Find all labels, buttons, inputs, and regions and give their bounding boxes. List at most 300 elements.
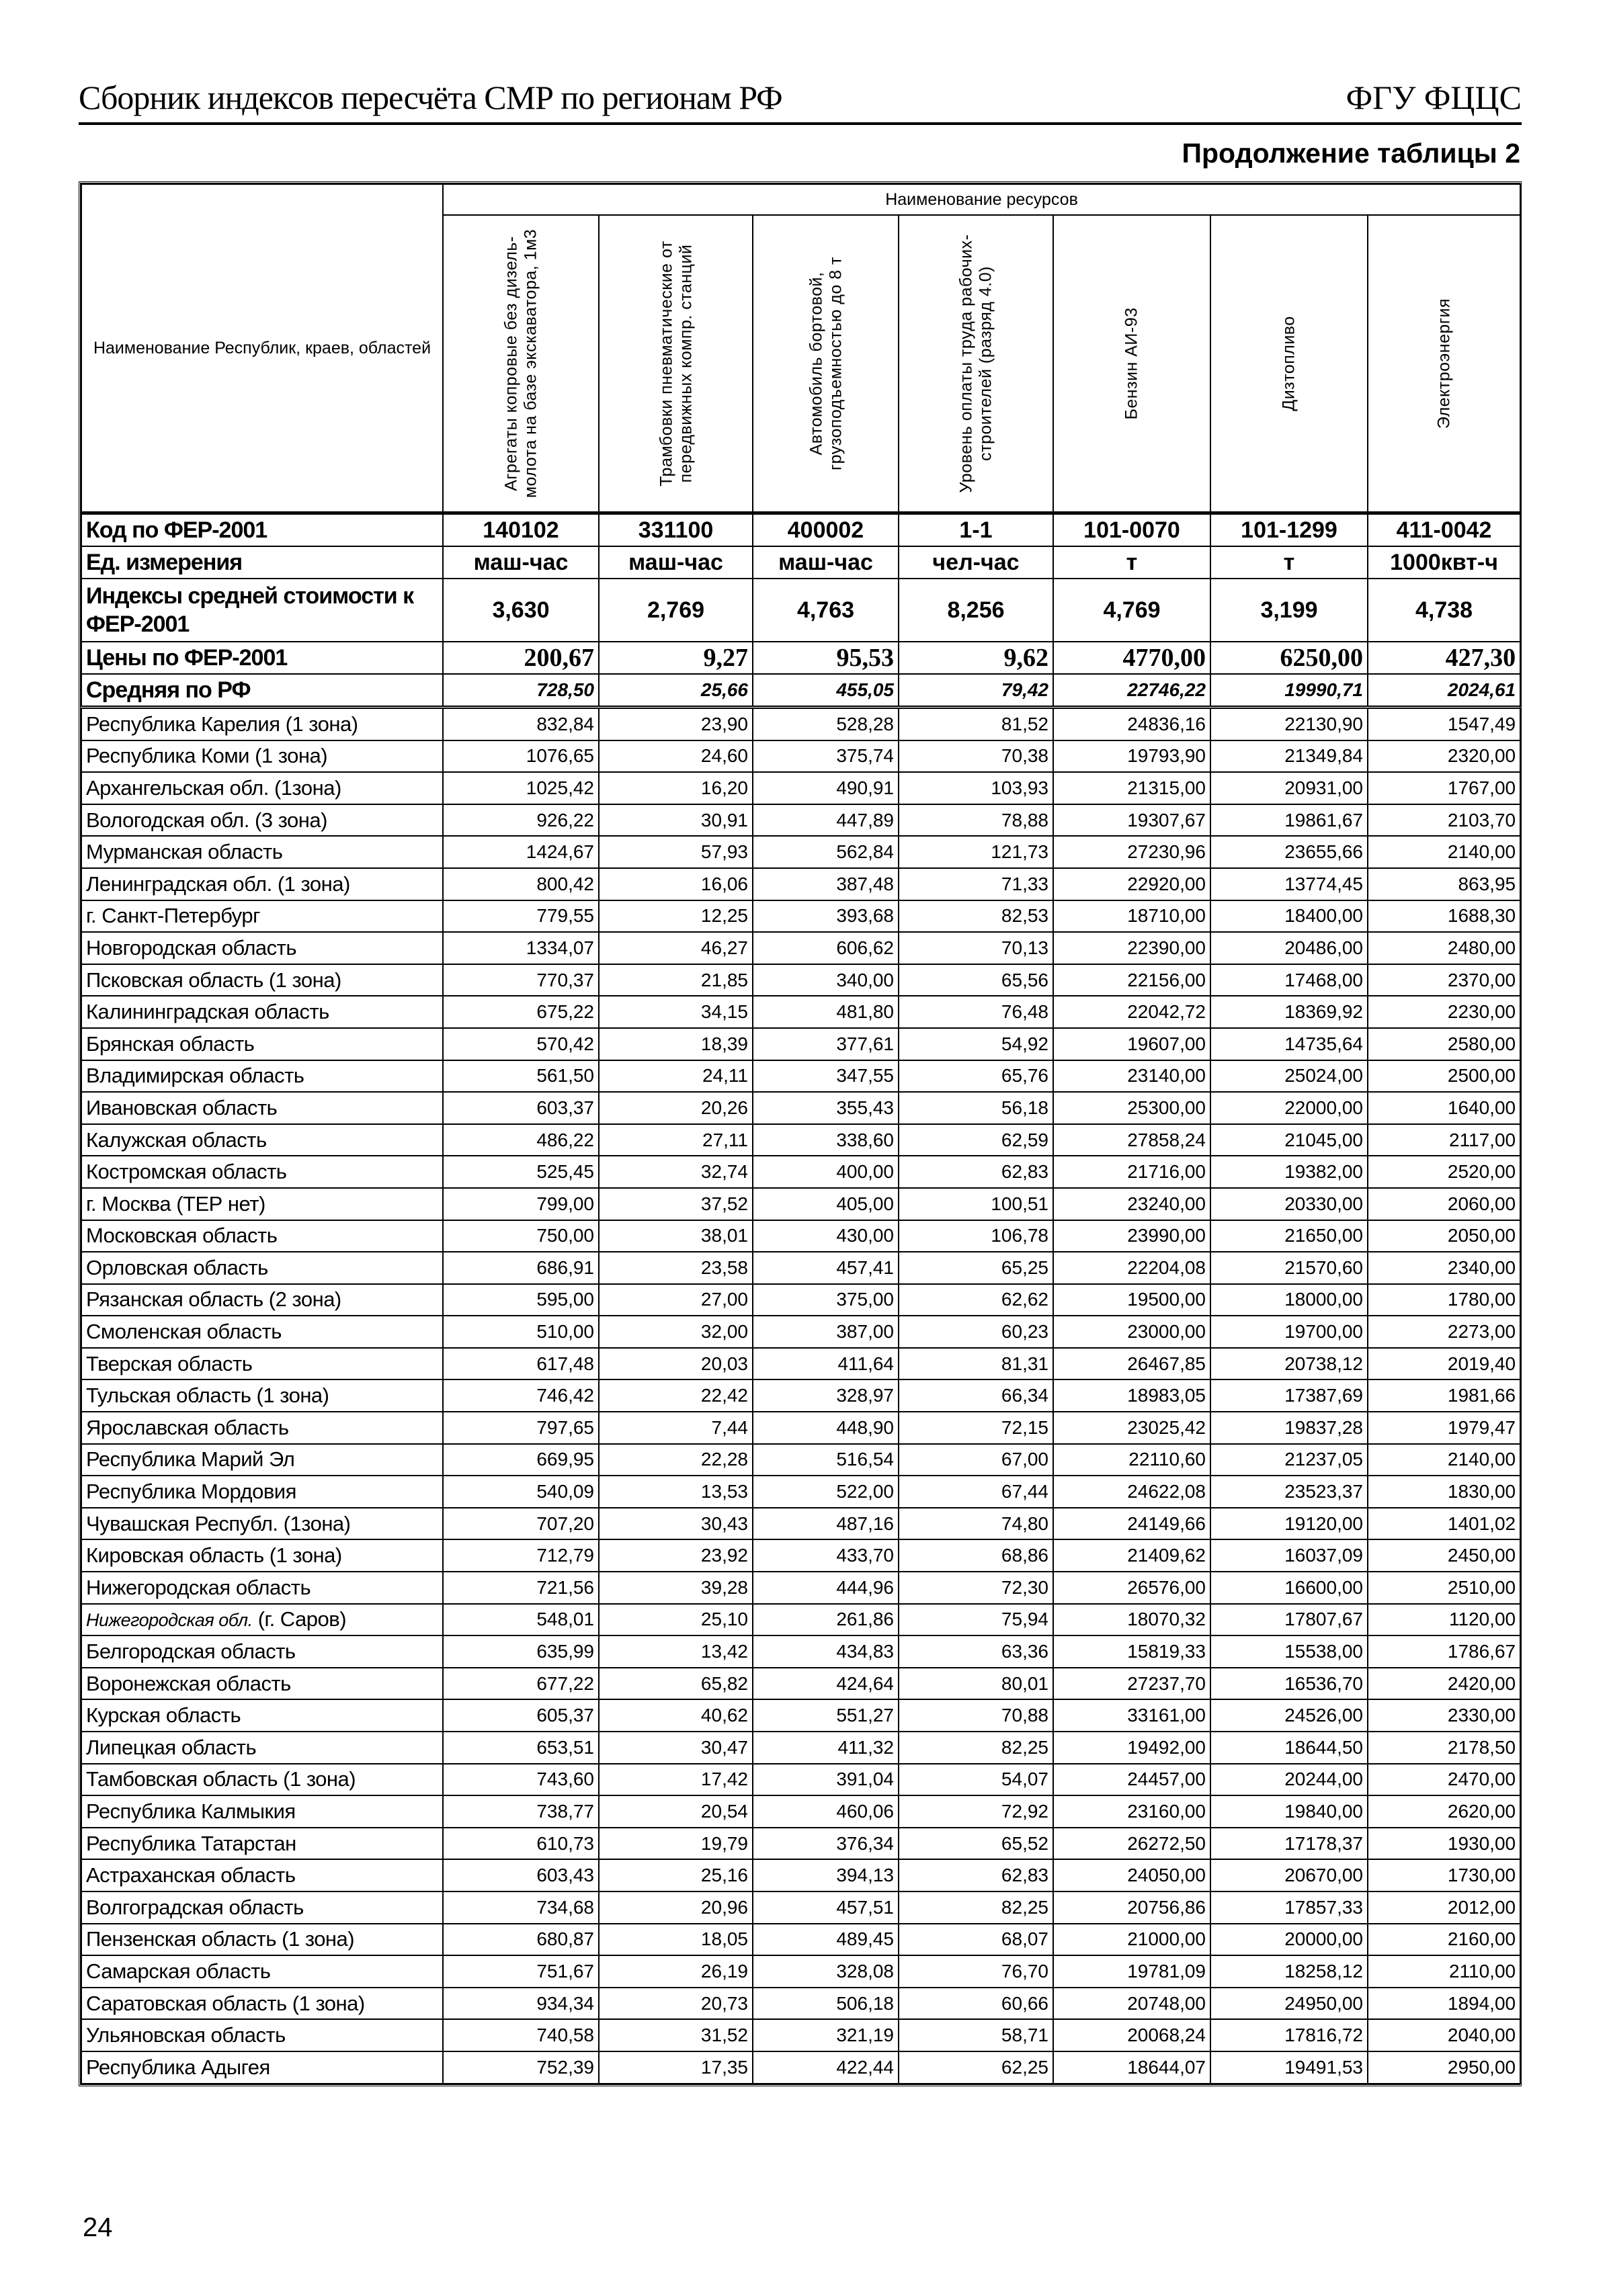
value-cell: 375,00	[753, 1284, 899, 1316]
value-cell: 23,90	[599, 708, 753, 740]
value-cell: 610,73	[443, 1828, 599, 1860]
value-cell: 62,62	[899, 1284, 1053, 1316]
table-row	[81, 1635, 1520, 1668]
value-cell: 26,19	[599, 1955, 753, 1988]
value-cell: 19492,00	[1053, 1732, 1210, 1764]
value-cell: 2019,40	[1368, 1348, 1520, 1380]
value-cell: 23240,00	[1053, 1188, 1210, 1220]
fer-code-row-cell: 101-0070	[1053, 513, 1210, 547]
value-cell: 7,44	[599, 1412, 753, 1444]
value-cell: 24622,08	[1053, 1476, 1210, 1508]
region-name: Саратовская область (1 зона)	[81, 1988, 443, 2020]
value-cell: 22390,00	[1053, 932, 1210, 964]
value-cell: 2012,00	[1368, 1891, 1520, 1924]
value-cell: 721,56	[443, 1572, 599, 1604]
value-cell: 26272,50	[1053, 1828, 1210, 1860]
value-cell: 70,38	[899, 740, 1053, 773]
value-cell: 60,66	[899, 1988, 1053, 2020]
fer-price-row-cell: 200,67	[443, 642, 599, 674]
value-cell: 387,48	[753, 868, 899, 900]
table-row	[81, 1348, 1520, 1380]
value-cell: 22920,00	[1053, 868, 1210, 900]
value-cell: 2500,00	[1368, 1060, 1520, 1093]
value-cell: 22130,90	[1210, 708, 1368, 740]
region-name: Орловская область	[81, 1252, 443, 1284]
value-cell: 2420,00	[1368, 1668, 1520, 1700]
value-cell: 27237,70	[1053, 1668, 1210, 1700]
resource-column-label: Трамбовки пневматические от передвижных компр. станций	[656, 241, 695, 486]
value-cell: 26467,85	[1053, 1348, 1210, 1380]
value-cell: 1786,67	[1368, 1635, 1520, 1668]
value-cell: 738,77	[443, 1795, 599, 1828]
value-cell: 376,34	[753, 1828, 899, 1860]
value-cell: 1120,00	[1368, 1604, 1520, 1636]
value-cell: 21045,00	[1210, 1124, 1368, 1156]
value-cell: 46,27	[599, 932, 753, 964]
value-cell: 62,59	[899, 1124, 1053, 1156]
unit-row-cell: чел-час	[899, 546, 1053, 579]
fer-code-row-cell: 331100	[599, 513, 753, 547]
value-cell: 799,00	[443, 1188, 599, 1220]
value-cell: 65,56	[899, 964, 1053, 996]
region-name: Самарская область	[81, 1955, 443, 1988]
resources-group-header: Наименование ресурсов	[443, 184, 1520, 215]
value-cell: 1401,02	[1368, 1508, 1520, 1540]
value-cell: 20748,00	[1053, 1988, 1210, 2020]
value-cell: 27,11	[599, 1124, 753, 1156]
table-row	[81, 1924, 1520, 1956]
unit-row	[81, 546, 1520, 579]
table-row	[81, 1316, 1520, 1348]
value-cell: 2370,00	[1368, 964, 1520, 996]
value-cell: 751,67	[443, 1955, 599, 1988]
region-name-italic: Нижегородская обл.	[86, 1610, 253, 1631]
table-row	[81, 2051, 1520, 2084]
value-cell: 19700,00	[1210, 1316, 1368, 1348]
russia-average-row-label: Средняя по РФ	[81, 674, 443, 708]
region-name: Рязанская область (2 зона)	[81, 1284, 443, 1316]
fer-code-row	[81, 513, 1520, 547]
region-name: Белгородская область	[81, 1635, 443, 1668]
value-cell: 78,88	[899, 804, 1053, 837]
value-cell: 67,00	[899, 1444, 1053, 1476]
value-cell: 675,22	[443, 996, 599, 1028]
value-cell: 525,45	[443, 1156, 599, 1188]
table-row	[81, 1284, 1520, 1316]
russia-average-row-cell: 22746,22	[1053, 674, 1210, 708]
value-cell: 66,34	[899, 1379, 1053, 1412]
table-row	[81, 1188, 1520, 1220]
value-cell: 391,04	[753, 1764, 899, 1796]
value-cell: 506,18	[753, 1988, 899, 2020]
value-cell: 30,43	[599, 1508, 753, 1540]
value-cell: 24836,16	[1053, 708, 1210, 740]
value-cell: 321,19	[753, 2019, 899, 2051]
table-row	[81, 1028, 1520, 1060]
value-cell: 2580,00	[1368, 1028, 1520, 1060]
value-cell: 707,20	[443, 1508, 599, 1540]
resource-column-label: Автомобиль бортовой, грузоподъемностью до 8 т	[806, 256, 845, 471]
value-cell: 17857,33	[1210, 1891, 1368, 1924]
value-cell: 22204,08	[1053, 1252, 1210, 1284]
value-cell: 1688,30	[1368, 900, 1520, 933]
value-cell: 31,52	[599, 2019, 753, 2051]
resource-price-table	[79, 181, 1522, 2086]
table-row	[81, 1412, 1520, 1444]
russia-average-row-cell: 25,66	[599, 674, 753, 708]
unit-row-cell: маш-час	[599, 546, 753, 579]
value-cell: 33161,00	[1053, 1699, 1210, 1732]
value-cell: 103,93	[899, 772, 1053, 804]
region-name: Брянская область	[81, 1028, 443, 1060]
table-row	[81, 1379, 1520, 1412]
value-cell: 71,33	[899, 868, 1053, 900]
value-cell: 27858,24	[1053, 1124, 1210, 1156]
value-cell: 100,51	[899, 1188, 1053, 1220]
value-cell: 2103,70	[1368, 804, 1520, 837]
region-name: Калужская область	[81, 1124, 443, 1156]
region-name: Московская область	[81, 1220, 443, 1252]
value-cell: 433,70	[753, 1539, 899, 1572]
value-cell: 1767,00	[1368, 772, 1520, 804]
value-cell: 2480,00	[1368, 932, 1520, 964]
value-cell: 375,74	[753, 740, 899, 773]
table-row	[81, 868, 1520, 900]
value-cell: 18,39	[599, 1028, 753, 1060]
value-cell: 20,03	[599, 1348, 753, 1380]
resource-column-header	[1210, 215, 1368, 513]
value-cell: 15819,33	[1053, 1635, 1210, 1668]
value-cell: 347,55	[753, 1060, 899, 1093]
value-cell: 62,83	[899, 1156, 1053, 1188]
value-cell: 39,28	[599, 1572, 753, 1604]
value-cell: 18400,00	[1210, 900, 1368, 933]
value-cell: 1979,47	[1368, 1412, 1520, 1444]
value-cell: 23990,00	[1053, 1220, 1210, 1252]
value-cell: 328,08	[753, 1955, 899, 1988]
fer-code-row-label: Код по ФЕР-2001	[81, 513, 443, 547]
table-row	[81, 1252, 1520, 1284]
region-name: Республика Коми (1 зона)	[81, 740, 443, 773]
value-cell: 2140,00	[1368, 1444, 1520, 1476]
value-cell: 750,00	[443, 1220, 599, 1252]
value-cell: 548,01	[443, 1604, 599, 1636]
value-cell: 800,42	[443, 868, 599, 900]
russia-average-row-cell: 19990,71	[1210, 674, 1368, 708]
value-cell: 2470,00	[1368, 1764, 1520, 1796]
value-cell: 18644,50	[1210, 1732, 1368, 1764]
region-column-header: Наименование Республик, краев, областей	[81, 184, 443, 513]
value-cell: 72,15	[899, 1412, 1053, 1444]
value-cell: 82,25	[899, 1891, 1053, 1924]
value-cell: 743,60	[443, 1764, 599, 1796]
unit-row-cell: маш-час	[443, 546, 599, 579]
value-cell: 23,58	[599, 1252, 753, 1284]
value-cell: 686,91	[443, 1252, 599, 1284]
table-row	[81, 1699, 1520, 1732]
value-cell: 2273,00	[1368, 1316, 1520, 1348]
value-cell: 19793,90	[1053, 740, 1210, 773]
resource-column-label: Бензин АИ-93	[1122, 307, 1141, 420]
value-cell: 863,95	[1368, 868, 1520, 900]
value-cell: 82,25	[899, 1732, 1053, 1764]
region-name: Новгородская область	[81, 932, 443, 964]
value-cell: 24526,00	[1210, 1699, 1368, 1732]
value-cell: 40,62	[599, 1699, 753, 1732]
value-cell: 338,60	[753, 1124, 899, 1156]
value-cell: 17816,72	[1210, 2019, 1368, 2051]
value-cell: 20330,00	[1210, 1188, 1368, 1220]
value-cell: 24950,00	[1210, 1988, 1368, 2020]
resource-column-header	[753, 215, 899, 513]
fer-price-row-cell: 6250,00	[1210, 642, 1368, 674]
region-name: Республика Татарстан	[81, 1828, 443, 1860]
value-cell: 551,27	[753, 1699, 899, 1732]
region-name: Республика Адыгея	[81, 2051, 443, 2084]
region-name: Волгоградская область	[81, 1891, 443, 1924]
cost-index-row-cell: 8,256	[899, 579, 1053, 642]
value-cell: 121,73	[899, 836, 1053, 868]
value-cell: 2320,00	[1368, 740, 1520, 773]
table-row	[81, 1092, 1520, 1124]
table-row	[81, 1828, 1520, 1860]
value-cell: 23025,42	[1053, 1412, 1210, 1444]
cost-index-row-cell: 4,738	[1368, 579, 1520, 642]
region-name: Тверская область	[81, 1348, 443, 1380]
value-cell: 516,54	[753, 1444, 899, 1476]
value-cell: 430,00	[753, 1220, 899, 1252]
value-cell: 62,25	[899, 2051, 1053, 2084]
value-cell: 2330,00	[1368, 1699, 1520, 1732]
russia-average-row-cell: 455,05	[753, 674, 899, 708]
value-cell: 486,22	[443, 1124, 599, 1156]
value-cell: 740,58	[443, 2019, 599, 2051]
value-cell: 18644,07	[1053, 2051, 1210, 2084]
unit-row-cell: т	[1210, 546, 1368, 579]
value-cell: 411,64	[753, 1348, 899, 1380]
value-cell: 2140,00	[1368, 836, 1520, 868]
fer-code-row-cell: 140102	[443, 513, 599, 547]
value-cell: 57,93	[599, 836, 753, 868]
value-cell: 17,42	[599, 1764, 753, 1796]
region-name	[81, 1604, 443, 1636]
value-cell: 20068,24	[1053, 2019, 1210, 2051]
value-cell: 65,76	[899, 1060, 1053, 1093]
fer-price-row-cell: 9,62	[899, 642, 1053, 674]
value-cell: 752,39	[443, 2051, 599, 2084]
table-row	[81, 772, 1520, 804]
value-cell: 19837,28	[1210, 1412, 1368, 1444]
region-name: Вологодская обл. (3 зона)	[81, 804, 443, 837]
value-cell: 63,36	[899, 1635, 1053, 1668]
value-cell: 746,42	[443, 1379, 599, 1412]
value-cell: 377,61	[753, 1028, 899, 1060]
value-cell: 23655,66	[1210, 836, 1368, 868]
fer-code-row-cell: 1-1	[899, 513, 1053, 547]
table-row	[81, 1988, 1520, 2020]
value-cell: 70,13	[899, 932, 1053, 964]
fer-price-row-cell: 9,27	[599, 642, 753, 674]
value-cell: 779,55	[443, 900, 599, 933]
value-cell: 19307,67	[1053, 804, 1210, 837]
value-cell: 72,30	[899, 1572, 1053, 1604]
value-cell: 405,00	[753, 1188, 899, 1220]
table-row	[81, 900, 1520, 933]
value-cell: 489,45	[753, 1924, 899, 1956]
value-cell: 16536,70	[1210, 1668, 1368, 1700]
value-cell: 22042,72	[1053, 996, 1210, 1028]
table-row	[81, 804, 1520, 837]
value-cell: 20,96	[599, 1891, 753, 1924]
value-cell: 460,06	[753, 1795, 899, 1828]
table-row	[81, 1955, 1520, 1988]
resource-column-header	[599, 215, 753, 513]
value-cell: 34,15	[599, 996, 753, 1028]
value-cell: 74,80	[899, 1508, 1053, 1540]
value-cell: 19840,00	[1210, 1795, 1368, 1828]
value-cell: 20931,00	[1210, 772, 1368, 804]
value-cell: 58,71	[899, 2019, 1053, 2051]
value-cell: 68,86	[899, 1539, 1053, 1572]
table-caption: Продолжение таблицы 2	[1182, 138, 1520, 169]
value-cell: 712,79	[443, 1539, 599, 1572]
table-row	[81, 1156, 1520, 1188]
value-cell: 23000,00	[1053, 1316, 1210, 1348]
value-cell: 21,85	[599, 964, 753, 996]
region-name: Ивановская область	[81, 1092, 443, 1124]
value-cell: 797,65	[443, 1412, 599, 1444]
resource-column-header	[899, 215, 1053, 513]
value-cell: 934,34	[443, 1988, 599, 2020]
value-cell: 21237,05	[1210, 1444, 1368, 1476]
table-row	[81, 1220, 1520, 1252]
value-cell: 22,42	[599, 1379, 753, 1412]
value-cell: 447,89	[753, 804, 899, 837]
value-cell: 422,44	[753, 2051, 899, 2084]
value-cell: 394,13	[753, 1859, 899, 1891]
table-row	[81, 836, 1520, 868]
value-cell: 62,83	[899, 1859, 1053, 1891]
value-cell: 37,52	[599, 1188, 753, 1220]
value-cell: 24,60	[599, 740, 753, 773]
value-cell: 76,70	[899, 1955, 1053, 1988]
value-cell: 16600,00	[1210, 1572, 1368, 1604]
value-cell: 448,90	[753, 1412, 899, 1444]
region-name: Тамбовская область (1 зона)	[81, 1764, 443, 1796]
value-cell: 528,28	[753, 708, 899, 740]
value-cell: 680,87	[443, 1924, 599, 1956]
value-cell: 23160,00	[1053, 1795, 1210, 1828]
value-cell: 21409,62	[1053, 1539, 1210, 1572]
region-name: Архангельская обл. (1зона)	[81, 772, 443, 804]
value-cell: 76,48	[899, 996, 1053, 1028]
value-cell: 21650,00	[1210, 1220, 1368, 1252]
value-cell: 19500,00	[1053, 1284, 1210, 1316]
value-cell: 70,88	[899, 1699, 1053, 1732]
value-cell: 481,80	[753, 996, 899, 1028]
value-cell: 54,92	[899, 1028, 1053, 1060]
value-cell: 19382,00	[1210, 1156, 1368, 1188]
value-cell: 56,18	[899, 1092, 1053, 1124]
value-cell: 18000,00	[1210, 1284, 1368, 1316]
unit-row-label: Ед. измерения	[81, 546, 443, 579]
fer-price-row-cell: 4770,00	[1053, 642, 1210, 674]
value-cell: 400,00	[753, 1156, 899, 1188]
region-name: Кировская область (1 зона)	[81, 1539, 443, 1572]
value-cell: 261,86	[753, 1604, 899, 1636]
value-cell: 617,48	[443, 1348, 599, 1380]
region-name: Псковская область (1 зона)	[81, 964, 443, 996]
value-cell: 18983,05	[1053, 1379, 1210, 1412]
value-cell: 605,37	[443, 1699, 599, 1732]
value-cell: 20,54	[599, 1795, 753, 1828]
value-cell: 24050,00	[1053, 1859, 1210, 1891]
value-cell: 22156,00	[1053, 964, 1210, 996]
value-cell: 2950,00	[1368, 2051, 1520, 2084]
value-cell: 2340,00	[1368, 1252, 1520, 1284]
value-cell: 81,31	[899, 1348, 1053, 1380]
value-cell: 82,53	[899, 900, 1053, 933]
value-cell: 15538,00	[1210, 1635, 1368, 1668]
value-cell: 1780,00	[1368, 1284, 1520, 1316]
value-cell: 20,26	[599, 1092, 753, 1124]
value-cell: 355,43	[753, 1092, 899, 1124]
region-name: Республика Марий Эл	[81, 1444, 443, 1476]
value-cell: 734,68	[443, 1891, 599, 1924]
value-cell: 25024,00	[1210, 1060, 1368, 1093]
table-row	[81, 1476, 1520, 1508]
document-title: Сборник индексов пересчёта СМР по регионам РФ	[79, 79, 782, 116]
table-row	[81, 1891, 1520, 1924]
value-cell: 444,96	[753, 1572, 899, 1604]
value-cell: 424,64	[753, 1668, 899, 1700]
value-cell: 522,00	[753, 1476, 899, 1508]
value-cell: 411,32	[753, 1732, 899, 1764]
region-name: Ленинградская обл. (1 зона)	[81, 868, 443, 900]
cost-index-row-cell: 3,630	[443, 579, 599, 642]
cost-index-row	[81, 579, 1520, 642]
value-cell: 1424,67	[443, 836, 599, 868]
value-cell: 20244,00	[1210, 1764, 1368, 1796]
value-cell: 106,78	[899, 1220, 1053, 1252]
region-name: Астраханская область	[81, 1859, 443, 1891]
value-cell: 17178,37	[1210, 1828, 1368, 1860]
fer-code-row-cell: 400002	[753, 513, 899, 547]
value-cell: 16037,09	[1210, 1539, 1368, 1572]
value-cell: 540,09	[443, 1476, 599, 1508]
value-cell: 1334,07	[443, 932, 599, 964]
value-cell: 20738,12	[1210, 1348, 1368, 1380]
value-cell: 2520,00	[1368, 1156, 1520, 1188]
value-cell: 22110,60	[1053, 1444, 1210, 1476]
table-row	[81, 1604, 1520, 1636]
resource-column-label: Агрегаты копровые без дизель-молота на базе экскаватора, 1м3	[501, 228, 540, 499]
value-cell: 24457,00	[1053, 1764, 1210, 1796]
table-row	[81, 964, 1520, 996]
value-cell: 2450,00	[1368, 1539, 1520, 1572]
value-cell: 2620,00	[1368, 1795, 1520, 1828]
value-cell: 18070,32	[1053, 1604, 1210, 1636]
value-cell: 2230,00	[1368, 996, 1520, 1028]
value-cell: 2160,00	[1368, 1924, 1520, 1956]
value-cell: 65,52	[899, 1828, 1053, 1860]
value-cell: 30,47	[599, 1732, 753, 1764]
table-row	[81, 1859, 1520, 1891]
table-row	[81, 1539, 1520, 1572]
value-cell: 340,00	[753, 964, 899, 996]
value-cell: 23523,37	[1210, 1476, 1368, 1508]
region-name: Республика Калмыкия	[81, 1795, 443, 1828]
